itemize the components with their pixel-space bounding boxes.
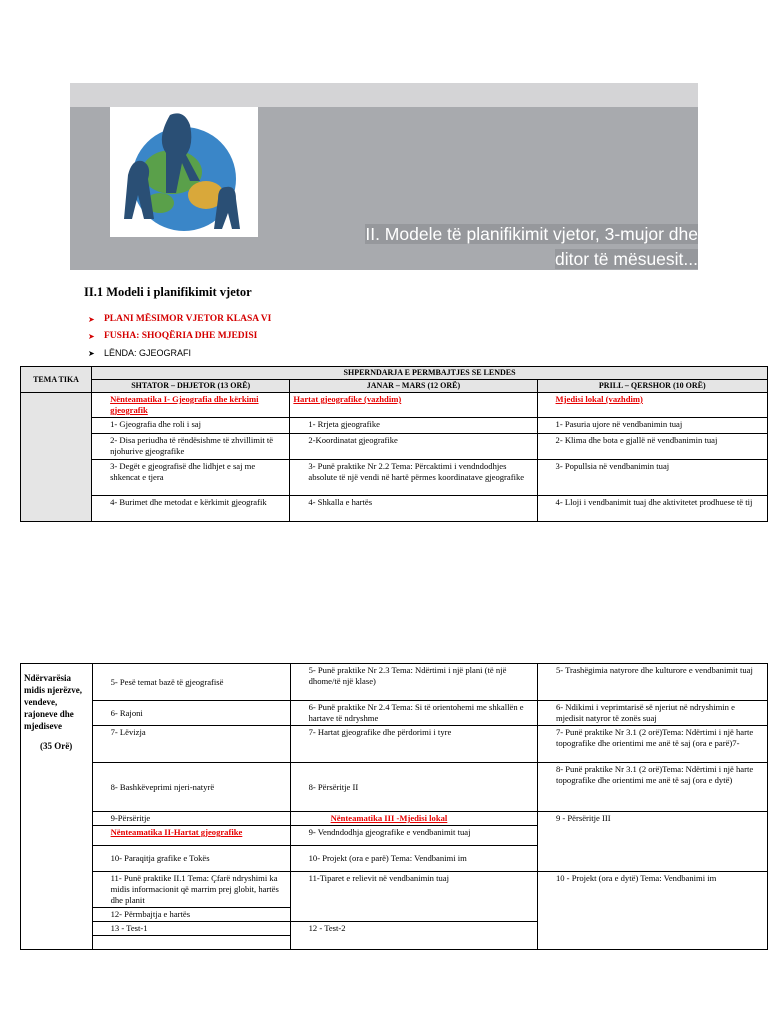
table-cell: 5- Punë praktike Nr 2.3 Tema: Ndërtimi i një plani (të një dhome/të një klase) — [290, 664, 537, 701]
subtheme-cell: Nënteamatika I- Gjeografia dhe kërkimi gjeografik — [92, 393, 290, 418]
table-cell: 4- Shkalla e hartës — [290, 496, 537, 522]
table-cell: 8- Bashkëveprimi njeri-natyrë — [92, 763, 290, 812]
tematika-header: TEMA TIKA — [21, 367, 92, 393]
period-header-1: SHTATOR – DHJETOR (13 ORË) — [92, 380, 290, 393]
table-cell: 8- Përsëritje II — [290, 763, 537, 812]
table-cell: 12- Përmbajtja e hartës — [92, 908, 290, 922]
subtheme-cell: Nënteamatika II-Hartat gjeografike — [92, 826, 290, 846]
table-cell: 8- Punë praktike Nr 3.1 (2 orë)Tema: Ndërtimi i një harte topografike dhe orientimi me anë të saj (ora e dytë) — [537, 763, 767, 812]
table-cell: 9-Përsëritje — [92, 812, 290, 826]
table-cell: 2- Disa periudha të rëndësishme të zhvillimit të njohurive gjeografike — [92, 434, 290, 460]
table-cell: 6- Ndikimi i veprimtarisë së njeriut në ndryshimin e mjedisit natyror të zonës suaj — [537, 701, 767, 726]
table-cell: 12 - Test-2 — [290, 922, 537, 950]
banner-title-line1: II. Modele të planifikimit vjetor, 3-mujor dhe — [365, 224, 698, 244]
table-cell: 5- Pesë temat bazë të gjeografisë — [92, 664, 290, 701]
table-cell: 11- Punë praktike II.1 Tema: Çfarë ndryshimi ka midis informacionit që marrim prej globit, hartës dhe planit — [92, 872, 290, 908]
banner-top-strip — [70, 83, 698, 107]
table-cell: 6- Rajoni — [92, 701, 290, 726]
banner-title-line2: ditor të mësuesit... — [555, 249, 698, 269]
table-cell: 3- Degët e gjeografisë dhe lidhjet e saj me shkencat e tjera — [92, 460, 290, 496]
period-header-2: JANAR – MARS (12 ORË) — [290, 380, 537, 393]
table-cell: 10- Projekt (ora e parë) Tema: Vendbanimi im — [290, 846, 537, 872]
table-cell: 11-Tiparet e relievit në vendbanimin tuaj — [290, 872, 537, 922]
subtheme-cell: Nënteamatika III -Mjedisi lokal — [290, 812, 537, 826]
globe-children-logo — [110, 107, 258, 237]
tematika-hours: (35 Orë) — [40, 741, 73, 751]
bullet-plan: ➤ PLANI MËSIMOR VJETOR KLASA VI — [88, 311, 271, 328]
table-cell: 1- Rrjeta gjeografike — [290, 418, 537, 434]
distribution-header: SHPERNDARJA E PERMBAJTJES SE LENDES — [92, 367, 768, 380]
tematika-cell — [21, 664, 93, 950]
table-cell: 13 - Test-1 — [92, 922, 290, 936]
table-cell: 4- Lloji i vendbanimit tuaj dhe aktivitetet prodhuese të tij — [537, 496, 767, 522]
table-cell: 1- Pasuria ujore në vendbanimin tuaj — [537, 418, 767, 434]
bullet-list — [88, 311, 271, 362]
annual-plan-table-1 — [20, 366, 768, 522]
table-cell: 3- Popullsia në vendbanimin tuaj — [537, 460, 767, 496]
table-cell: 9- Vendndodhja gjeografike e vendbanimit tuaj — [290, 826, 537, 846]
subtheme-cell: Mjedisi lokal (vazhdim) — [537, 393, 767, 418]
table-cell: 7- Lëvizja — [92, 726, 290, 763]
subtheme-cell: Hartat gjeografike (vazhdim) — [290, 393, 537, 418]
table-cell: 6- Punë praktike Nr 2.4 Tema: Si të orientohemi me shkallën e hartave të ndryshme — [290, 701, 537, 726]
table-cell: 3- Punë praktike Nr 2.2 Tema: Përcaktimi i vendndodhjes absolute të një vendi në hartë përmes koordinatave gjeografike — [290, 460, 537, 496]
table-cell: 4- Burimet dhe metodat e kërkimit gjeografik — [92, 496, 290, 522]
annual-plan-table-2 — [20, 663, 768, 950]
table-cell: 1- Gjeografia dhe roli i saj — [92, 418, 290, 434]
table-cell: 2- Klima dhe bota e gjallë në vendbanimin tuaj — [537, 434, 767, 460]
empty-cell — [92, 936, 290, 950]
banner — [70, 107, 698, 270]
table-cell: 9 - Përsëritje III — [537, 812, 767, 872]
table-cell: 5- Trashëgimia natyrore dhe kulturore e vendbanimit tuaj — [537, 664, 767, 701]
table-cell: 7- Hartat gjeografike dhe përdorimi i tyre — [290, 726, 537, 763]
bullet-fusha: ➤ FUSHA: SHOQËRIA DHE MJEDISI — [88, 328, 271, 345]
arrow-bullet-icon: ➤ — [88, 315, 95, 324]
table-cell: 10- Paraqitja grafike e Tokës — [92, 846, 290, 872]
arrow-bullet-icon: ➤ — [88, 349, 95, 358]
table-cell: 10 - Projekt (ora e dytë) Tema: Vendbanimi im — [537, 872, 767, 950]
period-header-3: PRILL – QERSHOR (10 ORË) — [537, 380, 767, 393]
bullet-lenda: ➤ LËNDA: GJEOGRAFI — [88, 345, 271, 362]
table-cell: 2-Koordinatat gjeografike — [290, 434, 537, 460]
tematika-title: Ndërvarësia midis njerëzve, vendeve, rajoneve dhe mjediseve — [24, 673, 82, 731]
arrow-bullet-icon: ➤ — [88, 332, 95, 341]
section-heading: II.1 Modeli i planifikimit vjetor — [84, 285, 252, 299]
table-cell: 7- Punë praktike Nr 3.1 (2 orë)Tema: Ndërtimi i një harte topografike dhe orientimi me anë të saj (ora e parë)7- — [537, 726, 767, 763]
tematika-cell — [21, 393, 92, 522]
banner-title — [278, 222, 698, 272]
